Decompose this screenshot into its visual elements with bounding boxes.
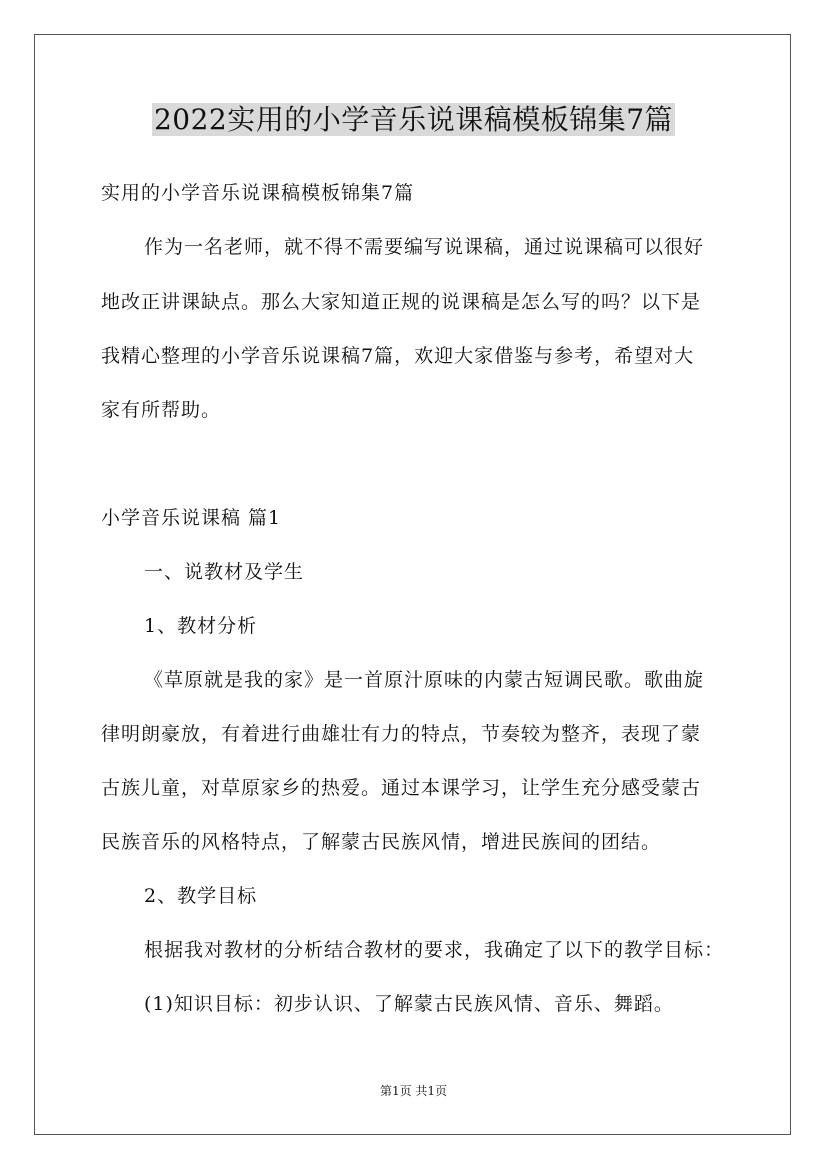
intro-line-4: 家有所帮助。 xyxy=(101,399,222,421)
objectives-intro: 根据我对教材的分析结合教材的要求，我确定了以下的教学目标： xyxy=(144,939,725,961)
document-title xyxy=(0,98,827,142)
sub-heading-materials: 1、教材分析 xyxy=(144,615,258,637)
section-heading: 小学音乐说课稿 篇1 xyxy=(101,507,282,529)
page-footer: 第1页 共1页 xyxy=(379,1084,448,1098)
intro-line-2: 地改正讲课缺点。那么大家知道正规的说课稿是怎么写的吗？以下是 xyxy=(101,291,702,313)
analysis-line-4: 民族音乐的风格特点，了解蒙古民族风情，增进民族间的团结。 xyxy=(101,831,662,853)
analysis-line-3: 古族儿童，对草原家乡的热爱。通过本课学习，让学生充分感受蒙古 xyxy=(101,777,702,799)
intro-line-1: 作为一名老师，就不得不需要编写说课稿，通过说课稿可以很好 xyxy=(144,236,705,258)
part-heading: 一、说教材及学生 xyxy=(144,561,305,583)
document-subtitle: 实用的小学音乐说课稿模板锦集7篇 xyxy=(101,182,415,204)
document-title-text: 2022实用的小学音乐说课稿模板锦集7篇 xyxy=(153,103,674,136)
sub-heading-objectives: 2、教学目标 xyxy=(144,885,258,907)
analysis-line-1: 《草原就是我的家》是一首原汁原味的内蒙古短调民歌。歌曲旋 xyxy=(144,669,705,691)
intro-line-3: 我精心整理的小学音乐说课稿7篇，欢迎大家借鉴与参考，希望对大 xyxy=(101,345,695,367)
objective-knowledge: (1)知识目标：初步认识、了解蒙古民族风情、音乐、舞蹈。 xyxy=(144,993,674,1015)
analysis-line-2: 律明朗豪放，有着进行曲雄壮有力的特点，节奏较为整齐，表现了蒙 xyxy=(101,723,702,745)
